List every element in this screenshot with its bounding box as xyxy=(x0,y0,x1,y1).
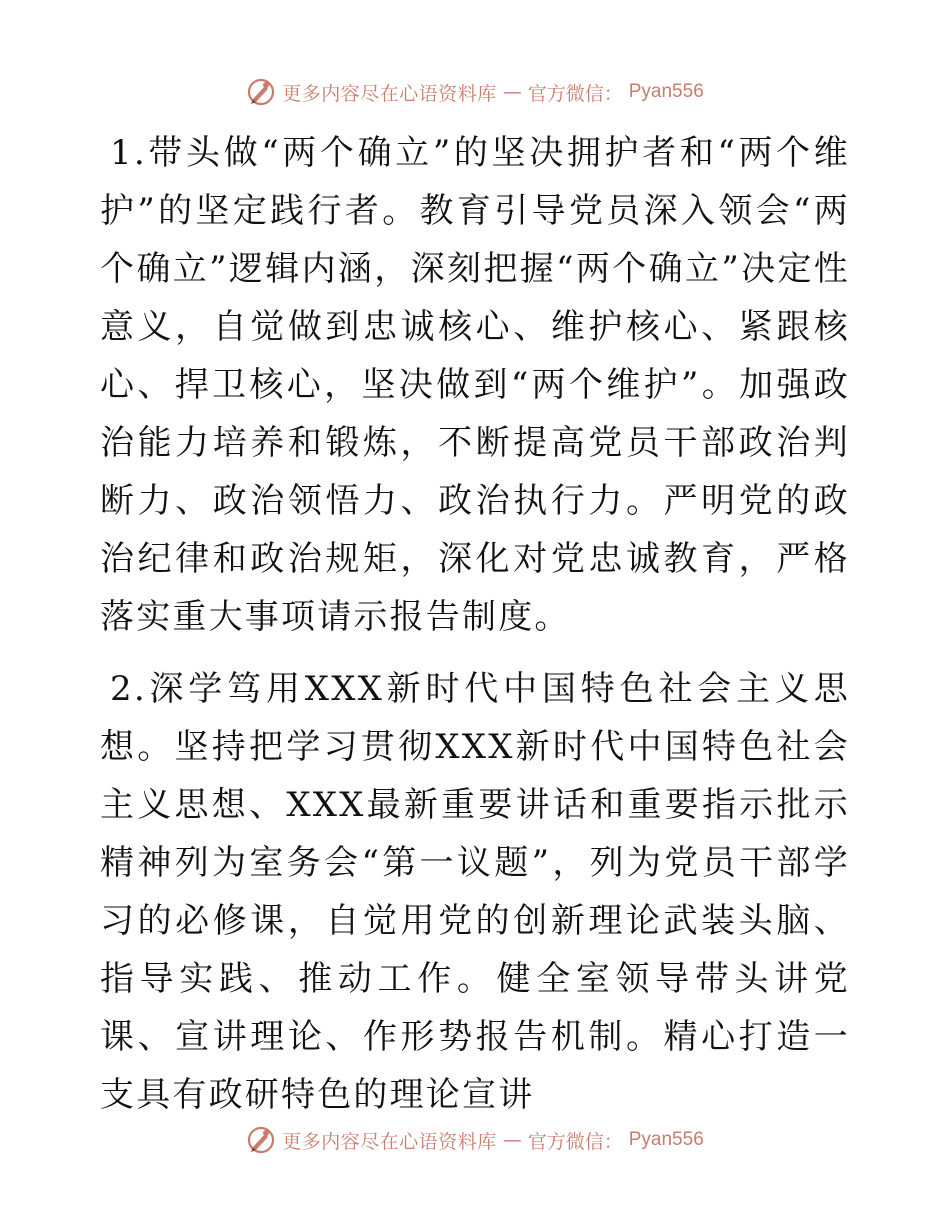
paragraph-2: 2.深学笃用XXX新时代中国特色社会主义思想。坚持把学习贯彻XXX新时代中国特色社会主义思想、XXX最新重要讲话和重要指示批示精神列为室务会“第一议题”，列为党员干部学习的必修课，自觉用党的创新理论武装头脑、指导实践、推动工作。健全室领导带头讲党课、宣讲理论、作形势报告机制。精心打造一支具有政研特色的理论宣讲 xyxy=(100,669,850,1115)
document-body xyxy=(100,124,850,1124)
watermark-contact-id: Pyan556 xyxy=(628,81,704,102)
watermark-separator: — xyxy=(502,1129,522,1151)
pen-logo-icon xyxy=(246,1125,276,1155)
watermark-contact-label: 官方微信： xyxy=(527,82,623,105)
paragraph-1: 1.带头做“两个确立”的坚决拥护者和“两个维护”的坚定践行者。教育引导党员深入领会“两个确立”逻辑内涵，深刻把握“两个确立”决定性意义，自觉做到忠诚核心、维护核心、紧跟核心、捍卫核心，坚决做到“两个维护”。加强政治能力培养和锻炼，不断提高党员干部政治判断力、政治领悟力、政治执行力。严明党的政治纪律和政治规矩，深化对党忠诚教育，严格落实重大事项请示报告制度。 xyxy=(100,133,850,637)
watermark-contact-id: Pyan556 xyxy=(628,1129,704,1150)
footer-watermark xyxy=(0,1120,950,1160)
header-watermark xyxy=(0,72,950,112)
watermark-separator: — xyxy=(502,81,522,103)
watermark-contact-label: 官方微信： xyxy=(527,1130,623,1153)
watermark-brand: 更多内容尽在心语资料库 xyxy=(282,1130,497,1153)
watermark-brand: 更多内容尽在心语资料库 xyxy=(282,82,497,105)
pen-logo-icon xyxy=(246,77,276,107)
